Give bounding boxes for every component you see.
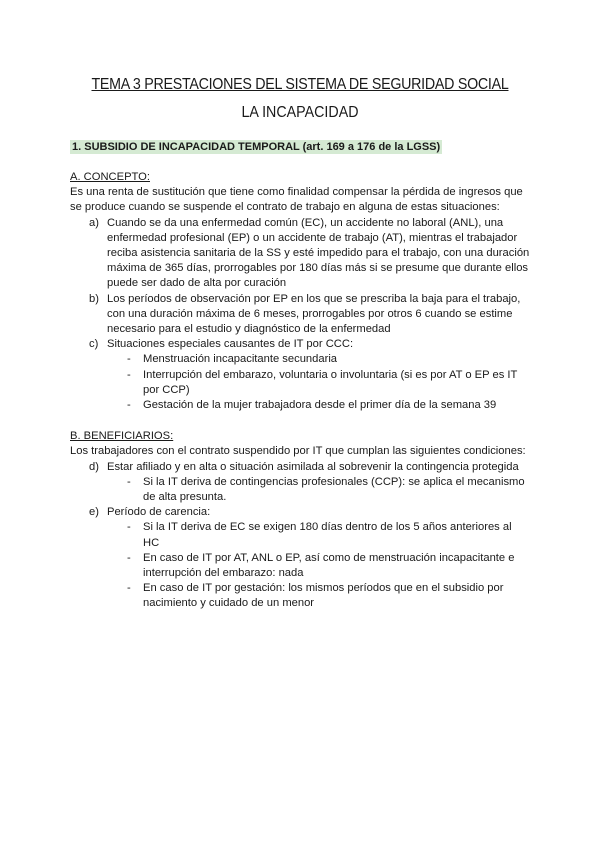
text-line: En caso de IT por AT, ANL o EP, así como de menstruación incapacitante e	[143, 551, 515, 564]
dash-marker: -	[127, 551, 131, 564]
beneficiarios-section	[70, 429, 540, 611]
text-line: Menstruación incapacitante secundaria	[143, 353, 338, 366]
sub-list-item	[70, 398, 540, 413]
text-line: Gestación de la mujer trabajadora desde el primer día de la semana 39	[143, 399, 497, 412]
text-line: Período de carencia:	[107, 506, 211, 519]
list-marker: b)	[89, 292, 99, 305]
sub-list-item	[70, 352, 540, 367]
text-line: Los períodos de observación por EP en los que se prescriba la baja para el trabajo,	[107, 292, 521, 305]
text-line: Interrupción del embarazo, voluntaria o involuntaria (si es por AT o EP es IT	[143, 368, 518, 381]
sub-list-item	[70, 368, 540, 398]
list-item	[70, 216, 540, 292]
text-line: de alta presunta.	[143, 491, 227, 504]
list-item	[70, 337, 540, 352]
text-line: interrupción del embarazo: nada	[143, 567, 304, 580]
list-item	[70, 505, 540, 520]
text-line: se produce cuando se suspende el contrato de trabajo en alguna de estas situaciones:	[70, 201, 500, 214]
text-line: Cuando se da una enfermedad común (EC), un accidente no laboral (ANL), una	[107, 216, 504, 229]
text-line: Si la IT deriva de contingencias profesionales (CCP): se aplica el mecanismo	[143, 475, 525, 488]
text-line: Los trabajadores con el contrato suspendido por IT que cumplan las siguientes condiciones:	[70, 445, 526, 458]
text-line: máxima de 365 días, prorrogables por 180 días más si se presume que durante ellos	[107, 262, 529, 275]
spacer	[70, 421, 540, 429]
list-marker: a)	[89, 216, 99, 229]
dash-marker: -	[127, 475, 131, 488]
page-subtitle: LA INCAPACIDAD	[241, 104, 359, 121]
spacer	[70, 413, 540, 421]
concepto-heading: A. CONCEPTO:	[70, 171, 150, 183]
list-item	[70, 292, 540, 338]
text-line: Estar afiliado y en alta o situación asimilada al sobrevenir la contingencia protegida	[107, 460, 519, 473]
text-line: con una duración máxima de 6 meses, prorrogables por otros 6 cuando se estime	[107, 307, 513, 320]
text-line: Situaciones especiales causantes de IT por CCC:	[107, 338, 354, 351]
dash-marker: -	[127, 582, 131, 595]
dash-marker: -	[127, 399, 131, 412]
text-line: HC	[143, 536, 160, 549]
text-line: En caso de IT por gestación: los mismos períodos que en el subsidio por	[143, 582, 504, 595]
document-body	[70, 170, 540, 612]
text-line: reciba asistencia sanitaria de la SS y esté impedido para el trabajo, con una duración	[107, 247, 530, 260]
dash-marker: -	[127, 521, 131, 534]
list-marker: c)	[89, 338, 99, 351]
text-line: por CCP)	[143, 383, 190, 396]
page-title: TEMA 3 PRESTACIONES DEL SISTEMA DE SEGURIDAD SOCIAL	[91, 76, 509, 93]
sub-list-item	[70, 520, 540, 550]
text-line: necesario para el estudio y diagnóstico de la enfermedad	[107, 323, 391, 336]
section-heading: 1. SUBSIDIO DE INCAPACIDAD TEMPORAL (art. 169 a 176 de la LGSS)	[72, 141, 441, 153]
list-marker: d)	[89, 460, 99, 473]
sub-list-item	[70, 551, 540, 581]
sub-list-item	[70, 581, 540, 611]
list-item	[70, 460, 540, 475]
concepto-intro	[70, 185, 540, 215]
dash-marker: -	[127, 368, 131, 381]
text-line: nacimiento y cuidado de un menor	[143, 597, 315, 610]
text-line: Si la IT deriva de EC se exigen 180 días dentro de los 5 años anteriores al	[143, 521, 512, 534]
text-line: puede ser dado de alta por curación	[107, 277, 287, 290]
sub-list-item	[70, 475, 540, 505]
text-line: Es una renta de sustitución que tiene como finalidad compensar la pérdida de ingresos que	[70, 186, 523, 199]
list-marker: e)	[89, 506, 99, 519]
concepto-section	[70, 170, 540, 413]
text-line: enfermedad profesional (EP) o un accidente de trabajo (AT), mientras el trabajador	[107, 231, 518, 244]
dash-marker: -	[127, 353, 131, 366]
beneficiarios-heading: B. BENEFICIARIOS:	[70, 430, 174, 443]
